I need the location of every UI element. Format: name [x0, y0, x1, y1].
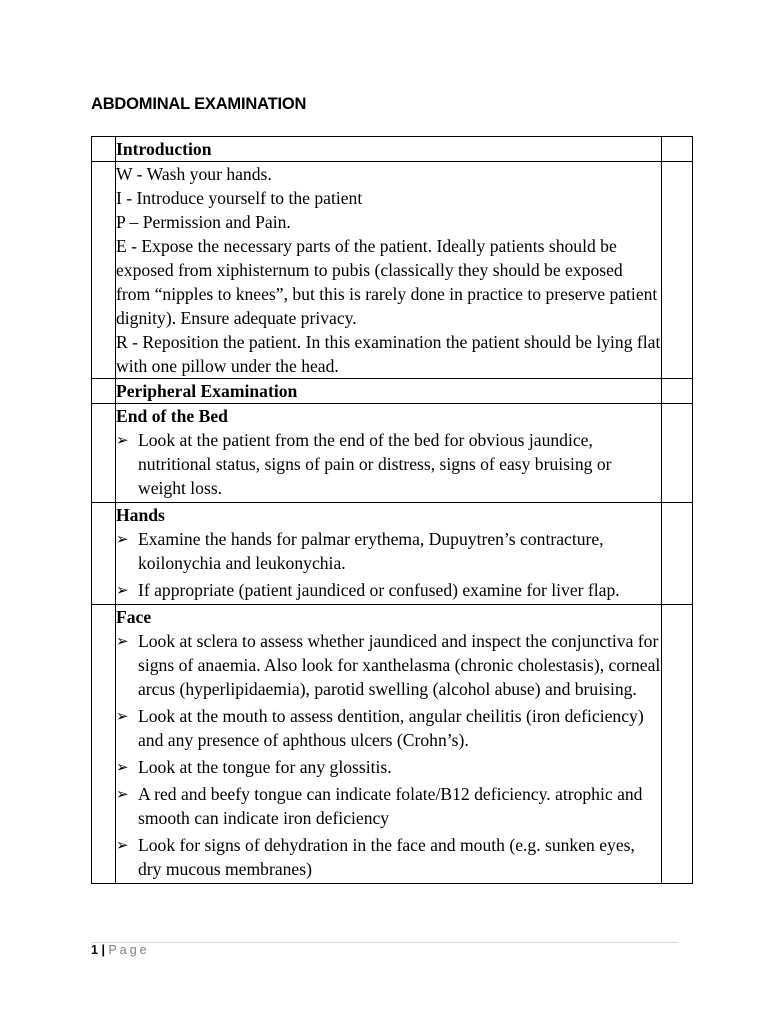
- arrow-bullet-icon: ➢: [116, 530, 129, 548]
- arrow-bullet-icon: ➢: [116, 707, 129, 725]
- list-item-text: Look at the tongue for any glossitis.: [138, 757, 392, 777]
- list-item-text: Examine the hands for palmar erythema, Dupuytren’s contracture, koilonychia and leukonychia.: [138, 529, 604, 573]
- left-cell: [92, 379, 116, 404]
- list-item-text: Look at sclera to assess whether jaundiced and inspect the conjunctiva for signs of anaemia. Also look for xanthelasma (chronic cholestasis), corneal arcus (hyperlipidaemia), parotid swelling (alcohol abuse) and bruising.: [138, 631, 661, 699]
- table-row: [92, 404, 693, 503]
- page-number: 1: [91, 943, 98, 957]
- list-item: [116, 527, 661, 575]
- list-item: [116, 782, 661, 830]
- table-row: [92, 379, 693, 404]
- footer-divider: [91, 942, 678, 943]
- bullet-list: [116, 527, 661, 602]
- content-cell: [116, 404, 662, 503]
- subheading-end-of-bed: End of the Bed: [116, 406, 228, 426]
- list-item-text: If appropriate (patient jaundiced or confused) examine for liver flap.: [138, 580, 620, 600]
- check-cell: [662, 404, 693, 503]
- subheading-hands: Hands: [116, 505, 165, 525]
- content-cell: [116, 137, 662, 162]
- intro-line-wash: W - Wash your hands.: [116, 164, 272, 184]
- check-cell: [662, 137, 693, 162]
- table-row: [92, 137, 693, 162]
- left-cell: [92, 137, 116, 162]
- arrow-bullet-icon: ➢: [116, 758, 129, 776]
- check-cell: [662, 503, 693, 605]
- arrow-bullet-icon: ➢: [116, 431, 129, 449]
- list-item-text: Look at the mouth to assess dentition, angular cheilitis (iron deficiency) and any presence of aphthous ulcers (Crohn’s).: [138, 706, 644, 750]
- arrow-bullet-icon: ➢: [116, 632, 129, 650]
- examination-table: [91, 136, 693, 884]
- intro-line-reposition: R - Reposition the patient. In this examination the patient should be lying flat with one pillow under the head.: [116, 332, 661, 376]
- list-item: [116, 755, 661, 779]
- bullet-list: [116, 428, 661, 500]
- document-title: ABDOMINAL EXAMINATION: [91, 95, 307, 113]
- left-cell: [92, 503, 116, 605]
- content-cell: [116, 379, 662, 404]
- list-item: [116, 578, 661, 602]
- left-cell: [92, 605, 116, 884]
- list-item: [116, 704, 661, 752]
- page-label: Page: [108, 943, 150, 957]
- check-cell: [662, 162, 693, 379]
- left-cell: [92, 404, 116, 503]
- content-cell: [116, 162, 662, 379]
- intro-line-permission: P – Permission and Pain.: [116, 212, 291, 232]
- list-item-text: Look at the patient from the end of the bed for obvious jaundice, nutritional status, signs of pain or distress, signs of easy bruising or weight loss.: [138, 430, 612, 498]
- content-cell: [116, 503, 662, 605]
- bullet-list: [116, 629, 661, 881]
- list-item: [116, 833, 661, 881]
- table-row: [92, 503, 693, 605]
- arrow-bullet-icon: ➢: [116, 836, 129, 854]
- list-item: [116, 629, 661, 701]
- intro-line-expose: E - Expose the necessary parts of the patient. Ideally patients should be exposed from xiphisternum to pubis (classically they should be exposed from “nipples to knees”, but this is rarely done in practice to preserve patient dignity). Ensure adequate privacy.: [116, 236, 658, 328]
- table-row: [92, 162, 693, 379]
- subheading-face: Face: [116, 607, 152, 627]
- list-item-text: Look for signs of dehydration in the face and mouth (e.g. sunken eyes, dry mucous membranes): [138, 835, 635, 879]
- section-heading-introduction: Introduction: [116, 139, 212, 159]
- section-heading-peripheral: Peripheral Examination: [116, 381, 298, 401]
- arrow-bullet-icon: ➢: [116, 785, 129, 803]
- left-cell: [92, 162, 116, 379]
- check-cell: [662, 605, 693, 884]
- check-cell: [662, 379, 693, 404]
- list-item: [116, 428, 661, 500]
- intro-line-introduce: I - Introduce yourself to the patient: [116, 188, 363, 208]
- list-item-text: A red and beefy tongue can indicate folate/B12 deficiency. atrophic and smooth can indicate iron deficiency: [138, 784, 643, 828]
- content-cell: [116, 605, 662, 884]
- footer-separator: |: [101, 943, 105, 957]
- page-footer: [91, 943, 150, 957]
- table-row: [92, 605, 693, 884]
- arrow-bullet-icon: ➢: [116, 581, 129, 599]
